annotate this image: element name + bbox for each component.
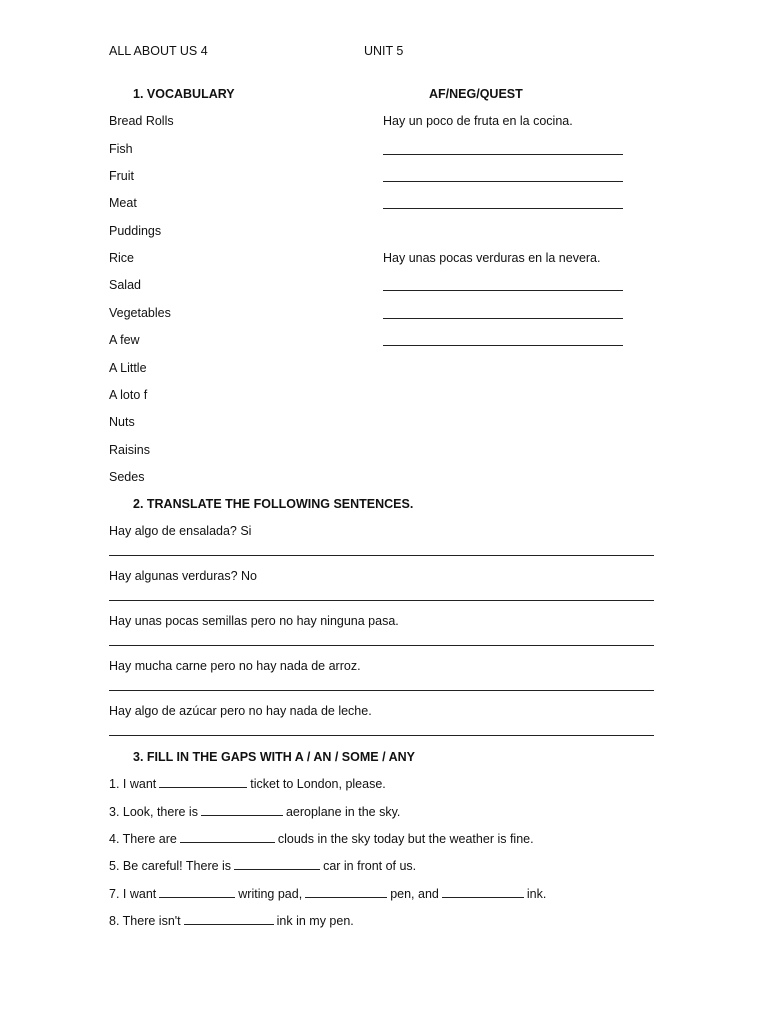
gap-exercise-item <box>109 887 546 901</box>
gap-blank[interactable] <box>201 805 283 816</box>
example-sentence: Hay unas pocas verduras en la nevera. <box>383 251 601 265</box>
vocab-item: A few <box>109 333 140 347</box>
vocab-item: Bread Rolls <box>109 114 174 128</box>
gap-text: 3. Look, there is <box>109 805 198 819</box>
translate-sentence: Hay mucha carne pero no hay nada de arroz. <box>109 659 361 673</box>
gap-exercise-item <box>109 832 534 846</box>
translate-sentence: Hay algo de azúcar pero no hay nada de leche. <box>109 704 372 718</box>
gap-text: 1. I want <box>109 777 157 791</box>
header-title: ALL ABOUT US 4 <box>109 44 208 58</box>
gap-text: pen, and <box>390 887 439 901</box>
gap-text: ticket to London, please. <box>250 777 386 791</box>
gap-blank[interactable] <box>234 859 320 870</box>
answer-line[interactable] <box>383 208 623 209</box>
vocab-item: Nuts <box>109 415 135 429</box>
gap-text: ink. <box>526 887 547 901</box>
gap-exercise-item <box>109 859 416 873</box>
gap-blank[interactable] <box>305 887 387 898</box>
translate-sentence: Hay algunas verduras? No <box>109 569 257 583</box>
translation-answer-line[interactable] <box>109 600 654 601</box>
translation-answer-line[interactable] <box>109 735 654 736</box>
vocab-item: A loto f <box>109 388 148 402</box>
example-sentence: Hay un poco de fruta en la cocina. <box>383 114 573 128</box>
translation-answer-line[interactable] <box>109 690 654 691</box>
vocab-item: Sedes <box>109 470 145 484</box>
answer-line[interactable] <box>383 318 623 319</box>
gap-text: car in front of us. <box>323 859 417 873</box>
gap-text: aeroplane in the sky. <box>285 805 401 819</box>
gap-text: writing pad, <box>238 887 303 901</box>
gap-text: ink in my pen. <box>276 914 354 928</box>
answer-line[interactable] <box>383 154 623 155</box>
vocab-item: Salad <box>109 278 141 292</box>
gap-blank[interactable] <box>442 887 524 898</box>
gap-blank[interactable] <box>184 914 274 925</box>
gap-text: 7. I want <box>109 887 157 901</box>
vocab-item: Puddings <box>109 224 162 238</box>
answer-line[interactable] <box>383 345 623 346</box>
gap-exercise-item <box>109 805 400 819</box>
vocab-item: Meat <box>109 196 137 210</box>
vocab-item: Raisins <box>109 443 150 457</box>
vocab-item: Rice <box>109 251 135 265</box>
translation-answer-line[interactable] <box>109 645 654 646</box>
gap-exercise-item <box>109 777 386 791</box>
vocab-item: Fish <box>109 142 133 156</box>
gap-blank[interactable] <box>159 777 247 788</box>
section-fill-gaps-title: 3. FILL IN THE GAPS WITH A / AN / SOME / ANY <box>133 750 415 764</box>
section-vocabulary-title: 1. VOCABULARY <box>133 87 235 101</box>
gap-text: 4. There are <box>109 832 177 846</box>
gap-text: 5. Be careful! There is <box>109 859 232 873</box>
vocab-item: A Little <box>109 361 147 375</box>
gap-blank[interactable] <box>180 832 275 843</box>
vocab-item: Vegetables <box>109 306 171 320</box>
answer-line[interactable] <box>383 290 623 291</box>
translate-sentence: Hay unas pocas semillas pero no hay ninguna pasa. <box>109 614 399 628</box>
gap-text: clouds in the sky today but the weather is fine. <box>277 832 534 846</box>
translation-answer-line[interactable] <box>109 555 654 556</box>
section-translate-title: 2. TRANSLATE THE FOLLOWING SENTENCES. <box>133 497 414 511</box>
gap-text: 8. There isn't <box>109 914 181 928</box>
gap-blank[interactable] <box>159 887 235 898</box>
header-unit: UNIT 5 <box>364 44 404 58</box>
gap-exercise-item <box>109 914 354 928</box>
answer-line[interactable] <box>383 181 623 182</box>
section-af-neg-quest-title: AF/NEG/QUEST <box>429 87 523 101</box>
translate-sentence: Hay algo de ensalada? Si <box>109 524 252 538</box>
vocab-item: Fruit <box>109 169 134 183</box>
